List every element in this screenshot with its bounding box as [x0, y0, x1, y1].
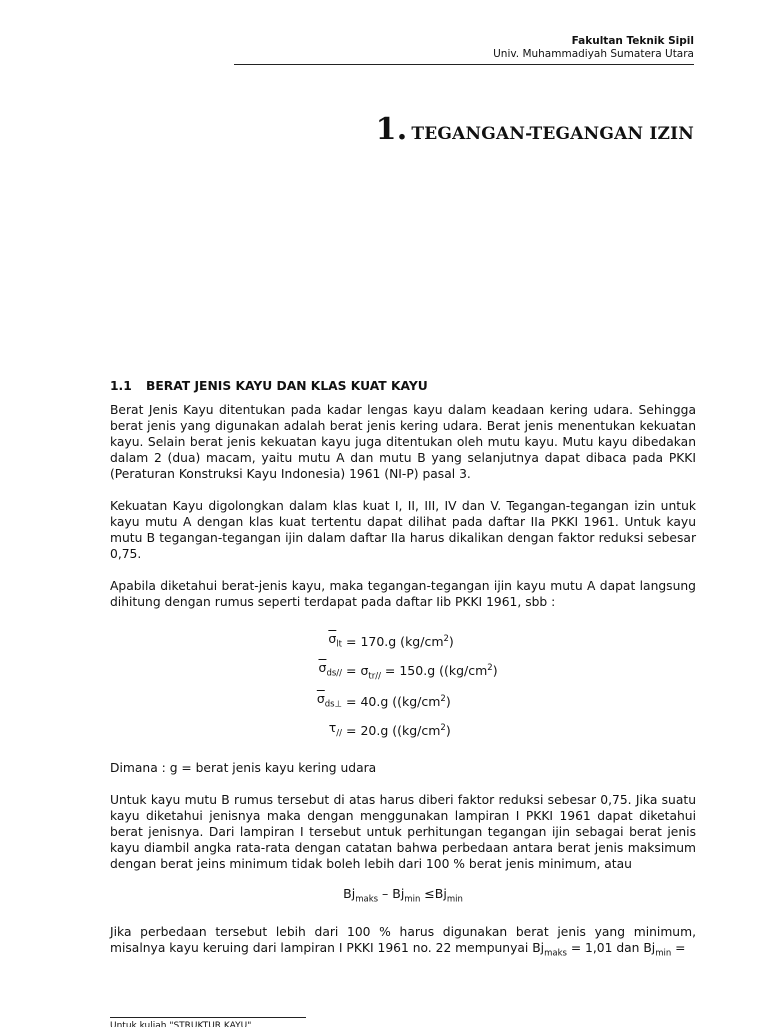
formula-1-rhs: = 170.g $(kg/cm^2)$ — [346, 634, 454, 650]
paragraph-4: Dimana : g = berat jenis kayu kering udara — [110, 761, 377, 776]
page-header — [234, 35, 694, 65]
formula-3-rhs: = 40.g ($(kg/cm^2)$ — [346, 694, 451, 710]
paragraph-3: Apabila diketahui berat-jenis kayu, maka tegangan-tegangan ijin kayu mutu A dapat langsung dihitung dengan rumus seperti terdapat pada daftar Iib PKKI 1961, sbb : — [110, 579, 696, 609]
inequality-formula: $Bj_{maks} - Bj_{min} \le Bj_{min}$ — [343, 886, 463, 905]
formula-2-rhs: = $\sigma_{tr//} = 150.g$ ($(kg/cm^2)$ — [346, 662, 498, 682]
formula-2-lhs: $\overline{\sigma}_{ds//}$ — [318, 659, 342, 678]
formula-3-lhs: $\overline{\sigma}_{ds\perp}$ — [316, 691, 342, 710]
chapter-number: 1. — [375, 112, 408, 147]
chapter-title-text: TEGANGAN-TEGANGAN IZIN — [411, 124, 694, 144]
footer-text: Untuk kuliah "STRUKTUR KAYU" — [110, 1021, 252, 1027]
page-footer — [110, 1017, 306, 1027]
paragraph-6: Jika perbedaan tersebut lebih dari 100 % harus digunakan berat jenis yang minimum, misalnya kayu keruing dari lampiran I PKKI 1961 no. 22 mempunyai $Bj_{maks} = 1,01$ dan $Bj_{min}$ = — [110, 924, 696, 959]
section-heading — [110, 378, 696, 394]
formula-4-rhs: = 20.g ($(kg/cm^2)$ — [346, 722, 451, 738]
chapter-title — [376, 112, 694, 147]
header-faculty: Fakultan Teknik Sipil — [571, 35, 694, 47]
formula-4-lhs: $\tau_{//}$ — [328, 719, 342, 739]
formula-block — [110, 630, 696, 742]
paragraph-5: Untuk kayu mutu B rumus tersebut di atas harus diberi faktor reduksi sebesar 0,75. Jika suatu kayu diketahui jenisnya maka dengan menggunakan lampiran I PKKI 1961 dapat diketahui berat jenisnya. Dari lampiran I tersebut untuk perhitungan tegangan ijin sebagai berat jenis kayu diambil angka rata-rata dengan catatan bahwa perbedaan antara berat jenis maksimum dengan berat jeins minimum tidak boleh lebih dari 100 % berat jenis minimum, atau — [110, 793, 696, 872]
paragraph-2: Kekuatan Kayu digolongkan dalam klas kuat I, II, III, IV dan V. Tegangan-tegangan izin untuk kayu mutu A dengan klas kuat tertentu dapat dilihat pada daftar IIa PKKI 1961. Untuk kayu mutu B tegangan-tegangan ijin dalam daftar IIa harus dikalikan dengan faktor reduksi sebesar 0,75. — [110, 499, 696, 561]
section-title-text: BERAT JENIS KAYU DAN KLAS KUAT KAYU — [146, 379, 428, 393]
header-university: Univ. Muhammadiyah Sumatera Utara — [493, 48, 694, 60]
paragraph-1: Berat Jenis Kayu ditentukan pada kadar lengas kayu dalam keadaan kering udara. Sehingga berat jenis yang digunakan adalah berat jenis kering udara. Berat jenis menentukan kekuatan kayu. Selain berat jenis kekuatan kayu juga ditentukan oleh mutu kayu. Mutu kayu dibedakan dalam 2 (dua) macam, yaitu mutu A dan mutu B yang selanjutnya dapat dibaca pada PKKI (Peraturan Konstruksi Kayu Indonesia) 1961 (NI-P) pasal 3. — [110, 403, 696, 481]
page-content — [110, 378, 696, 977]
formula-1-lhs: $\overline{\sigma}_{lt}$ — [328, 631, 342, 650]
section-number: 1.1 — [110, 379, 132, 393]
